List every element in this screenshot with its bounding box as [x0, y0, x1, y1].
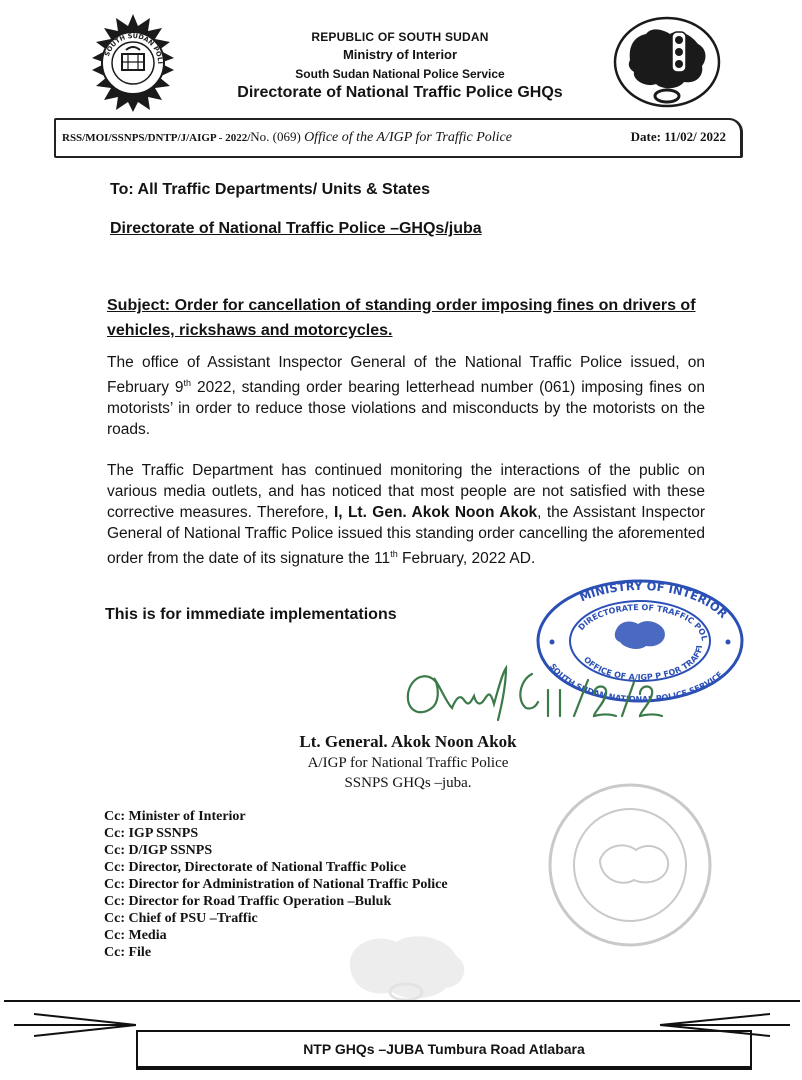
header-police-service: South Sudan National Police Service [295, 67, 505, 81]
cc-item: Cc: Minister of Interior [104, 809, 246, 824]
p1-sup: th [183, 378, 192, 388]
reference-number: No. (069) [250, 129, 301, 144]
stamp-outer-bottom: SOUTH SUDAN NATIONAL POLICE SERVICE [547, 662, 725, 705]
stamp-outer-top: MINISTRY OF INTERIOR [577, 578, 731, 622]
p1-text-b: 2022, standing order bearing letterhead number (061) imposing fines on motorists’ in order to reduce those violations and misconducts by the motorists on the roads. [107, 379, 705, 439]
header-ministry: Ministry of Interior [342, 47, 458, 62]
header-republic: REPUBLIC OF SOUTH SUDAN [311, 30, 489, 44]
cc-item: Cc: File [104, 945, 152, 960]
p2-bold-name: I, Lt. Gen. Akok Noon Akok [333, 504, 538, 521]
cc-item: Cc: Chief of PSU –Traffic [104, 911, 258, 926]
p2-text-a: The Traffic Department has continued monitoring the interactions of the public on various media outlets, and has noticed that most people are not satisfied with these corrective measures. Therefore, [107, 462, 705, 521]
reference-date: Date: 11/02/ 2022 [630, 129, 726, 144]
body-paragraph-2 [107, 460, 705, 569]
p1-text-a: The office of Assistant Inspector General of the National Traffic Police issued, on February 9 [107, 354, 705, 397]
closing-line: This is for immediate implementations [105, 606, 397, 623]
subject-line-1: Subject: Order for cancellation of standing order imposing fines on drivers of [107, 297, 696, 314]
reference-office: Office of the A/IGP for Traffic Police [304, 130, 512, 145]
footer-address-box [136, 1030, 752, 1070]
emblem-text: SOUTH SUDAN POLI [103, 31, 165, 64]
footer-address: NTP GHQs –JUBA Tumbura Road Atlabara [303, 1041, 585, 1057]
handwritten-signature [398, 660, 668, 730]
reference-box [54, 118, 743, 158]
cc-item: Cc: Director, Directorate of National Traffic Police [104, 860, 407, 875]
stamp-inner-bottom: OFFICE OF A/IGP P FOR TRAFFI [581, 645, 705, 683]
cc-item: Cc: D/IGP SSNPS [104, 843, 213, 858]
faded-watermark [330, 920, 480, 1010]
subject-line-2: vehicles, rickshaws and motorcycles. [107, 322, 393, 339]
cc-item: Cc: IGP SSNPS [104, 826, 199, 841]
cc-item: Cc: Director for Administration of National Traffic Police [104, 877, 448, 892]
signatory-name: Lt. General. Akok Noon Akok [299, 732, 517, 751]
p2-text-b: , the Assistant Inspector General of National Traffic Police issued this standing order cancelling the aforemented order from the date of its signature the 11 [107, 504, 705, 568]
p2-sup: th [390, 549, 398, 559]
recipient-to: To: All Traffic Departments/ Units & States [110, 181, 431, 198]
stamp-inner-top: DIRECTORATE OF TRAFFIC POL [576, 602, 710, 642]
faded-seal [540, 780, 720, 950]
body-paragraph-1 [107, 352, 705, 440]
signatory-location: SSNPS GHQs –juba. [344, 775, 472, 791]
signatory-title: A/IGP for National Traffic Police [307, 755, 509, 771]
traffic-police-logo [612, 14, 722, 110]
footer-left-arrow [14, 1010, 136, 1040]
footer-rule-top [4, 1000, 800, 1002]
p2-text-c: February, 2022 AD. [397, 550, 536, 568]
header-directorate: Directorate of National Traffic Police GHQs [237, 84, 563, 101]
cc-item: Cc: Media [104, 928, 167, 943]
reference-code: RSS/MOI/SSNPS/DNTP/J/AIGP - 2022/ [62, 132, 251, 144]
reference-line [62, 129, 512, 146]
recipient-directorate: Directorate of National Traffic Police –GHQs/juba [110, 220, 482, 237]
cc-item: Cc: Director for Road Traffic Operation –Buluk [104, 894, 392, 909]
